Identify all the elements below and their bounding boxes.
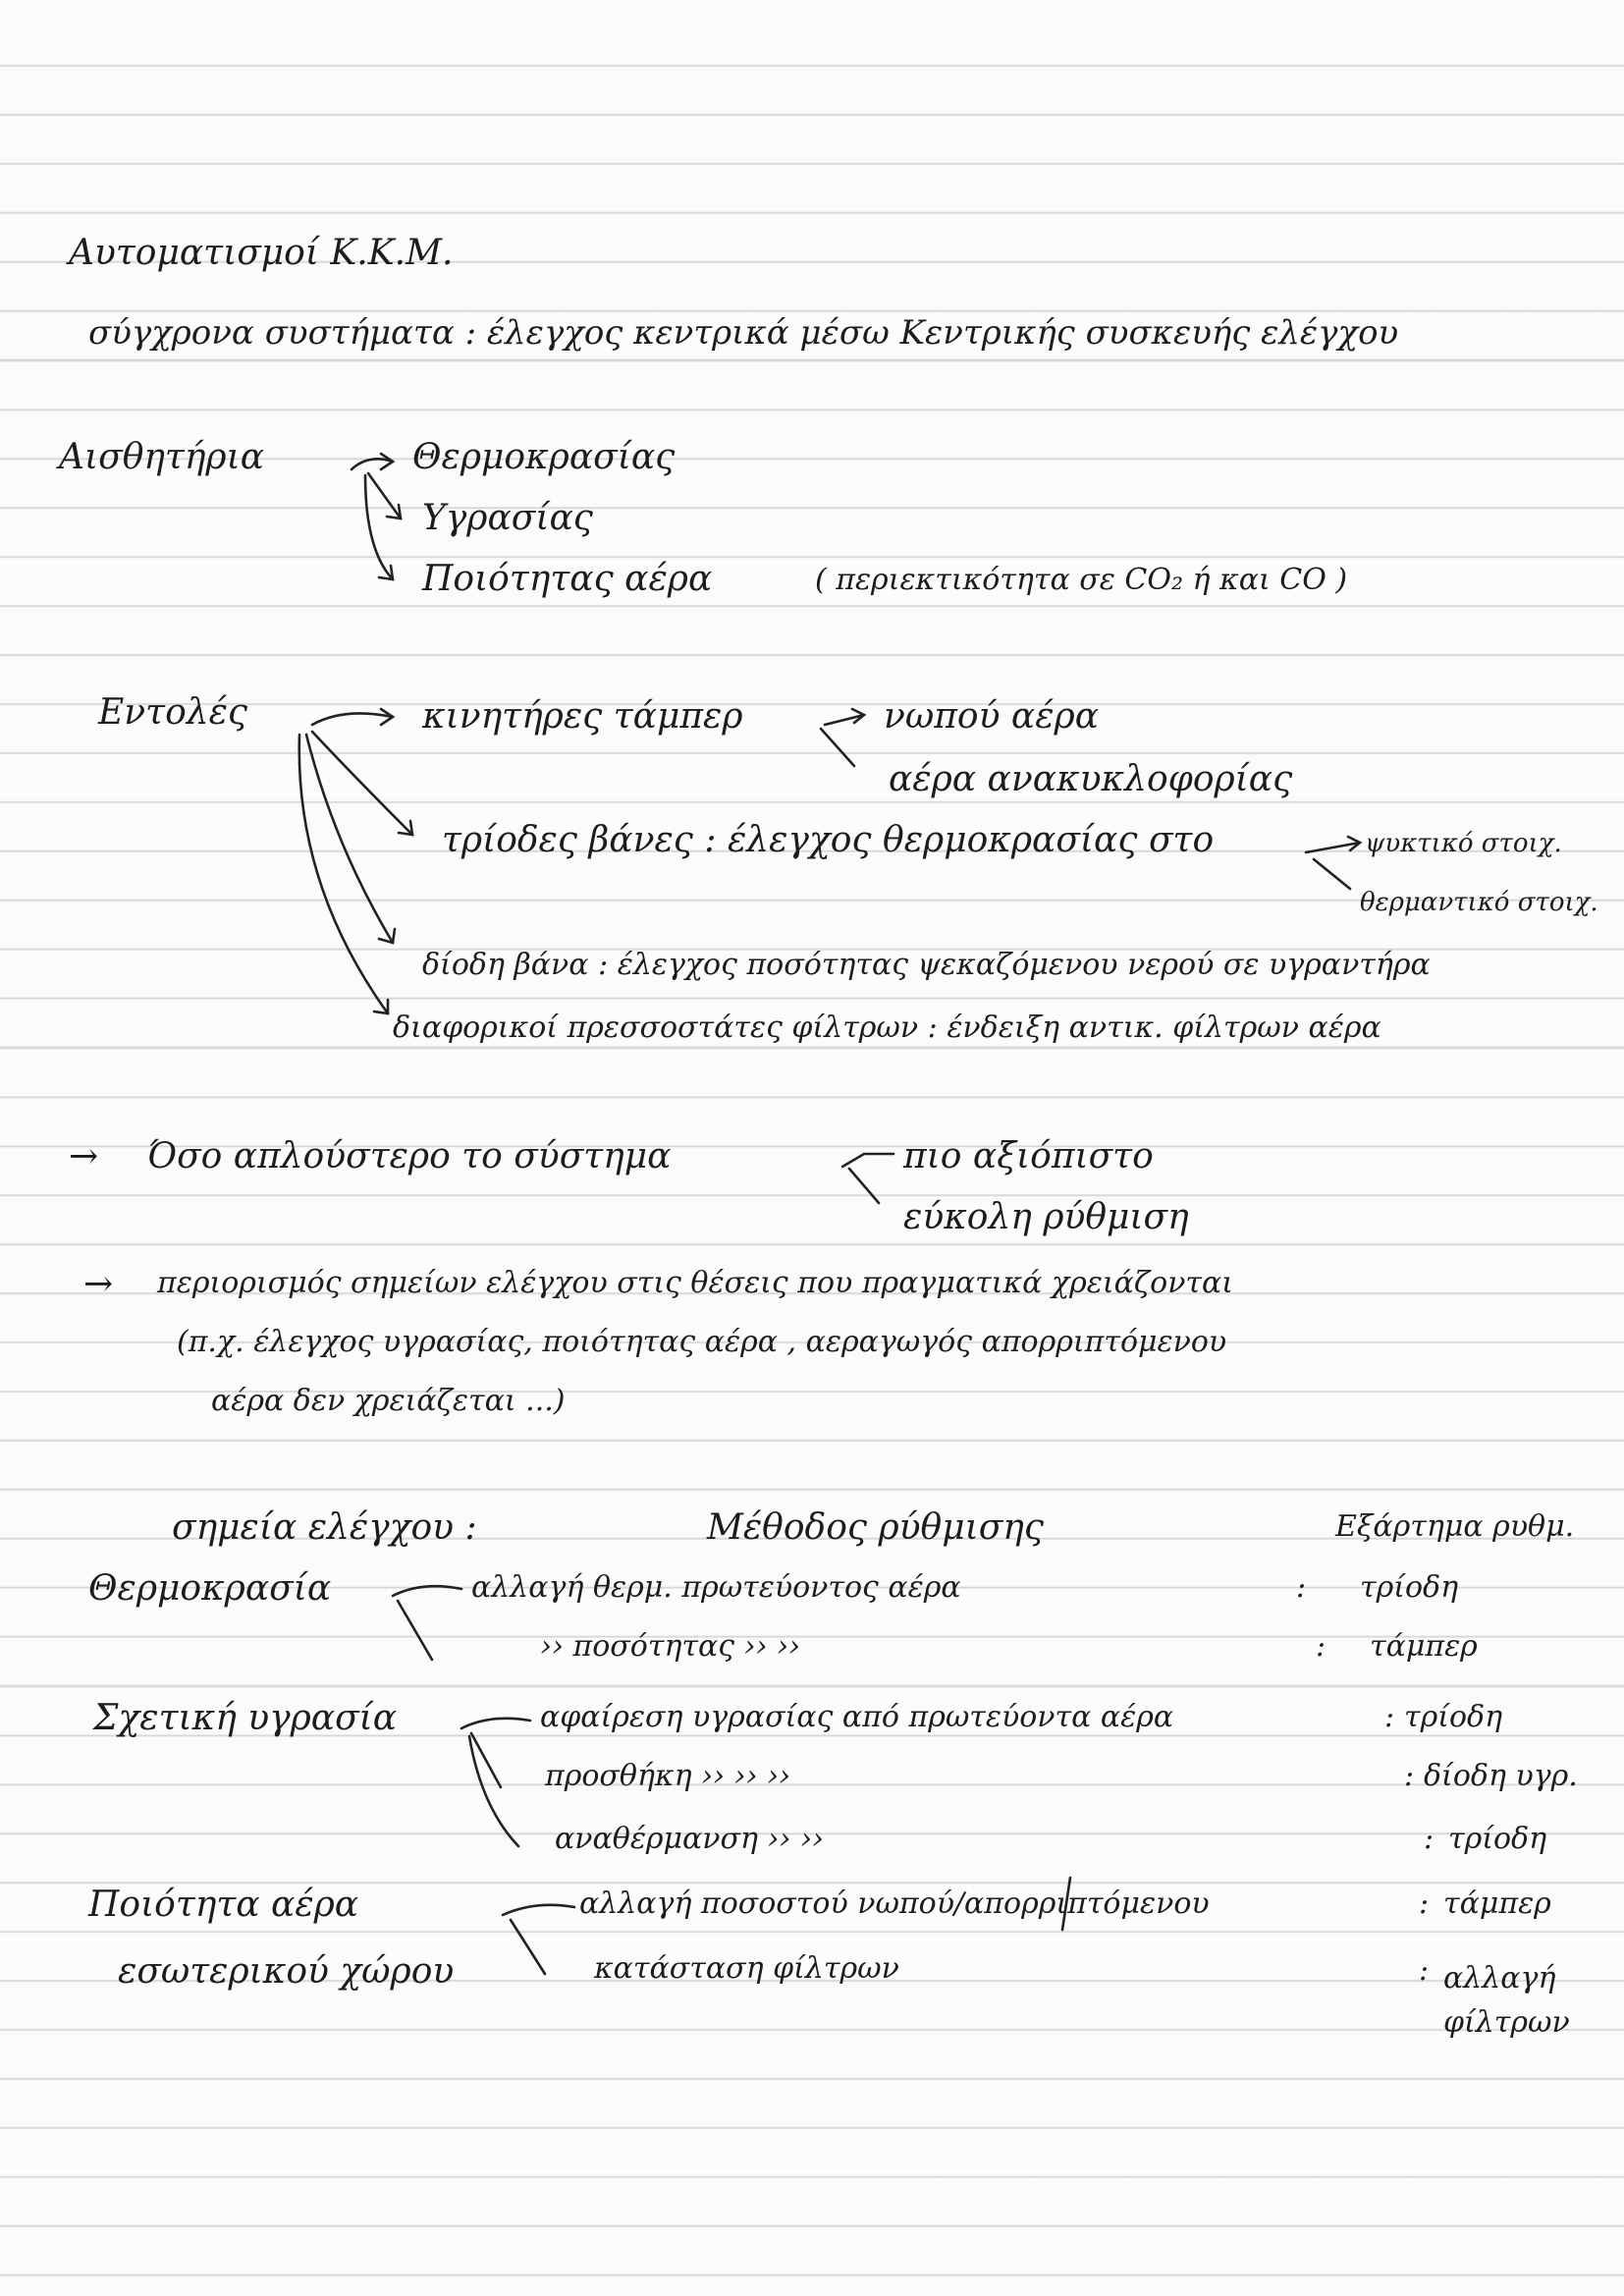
sensor-item-air-quality: Ποιότητας αέρα	[422, 559, 713, 599]
simpler-result-easy-tuning: εύκολη ρύθμιση	[903, 1197, 1189, 1237]
hum-sep-2: :	[1404, 1759, 1415, 1793]
arrow-hum-3	[469, 1736, 518, 1846]
arrow-right-icon: →	[69, 1136, 99, 1176]
aq-method-1: αλλαγή ποσοστού νωπού/απορριπτόμενου	[579, 1886, 1210, 1921]
aq-sep-1: :	[1419, 1886, 1430, 1921]
hum-device-3: τρίοδη	[1448, 1822, 1547, 1856]
arrow-hum-1	[461, 1719, 530, 1728]
arrow-commands-1	[312, 713, 393, 725]
temp-device-1: τρίοδη	[1360, 1570, 1459, 1605]
command-motors: κινητήρες τάμπερ	[422, 696, 743, 737]
commands-label: Εντολές	[98, 692, 248, 733]
aq-sep-2: :	[1419, 1953, 1430, 1988]
arrow-commands-3-head	[379, 929, 395, 943]
header-control-points: σημεία ελέγχου :	[172, 1507, 477, 1548]
sensor-item-temperature: Θερμοκρασίας	[412, 437, 676, 477]
limit-line-1: περιορισμός σημείων ελέγχου στις θέσεις που πραγματικά χρειάζονται	[157, 1266, 1234, 1300]
arrow-sensors-1	[352, 459, 393, 469]
hum-method-2: προσθήκη ›› ›› ››	[545, 1759, 791, 1793]
hum-device-1: τρίοδη	[1404, 1700, 1503, 1734]
command-three-way: τρίοδες βάνες : έλεγχος θερμοκρασίας στο	[442, 820, 1215, 860]
air-quality-note: ( περιεκτικότητα σε CO₂ ή και CO )	[815, 563, 1348, 597]
arrow-simpler-2	[849, 1169, 879, 1203]
arrow-temp-2	[398, 1601, 432, 1660]
arrow-sensors-2-head	[387, 505, 401, 519]
row-label-air-quality: Ποιότητα αέρα	[88, 1885, 359, 1925]
hum-method-1: αφαίρεση υγρασίας από πρωτεύοντα αέρα	[540, 1700, 1174, 1734]
three-way-target-cooling: ψυκτικό στοιχ.	[1365, 829, 1562, 858]
arrow-commands-3	[306, 735, 393, 943]
header-device: Εξάρτημα ρυθμ.	[1335, 1509, 1575, 1544]
arrow-commands-1-head	[381, 709, 393, 725]
arrow-sensors-3-head	[379, 566, 393, 579]
arrow-sensors-2	[368, 473, 401, 519]
arrow-sensors-1-head	[381, 454, 393, 469]
temp-sep-2: :	[1316, 1629, 1326, 1664]
arrow-commands-4	[299, 735, 388, 1013]
arrow-motor-1	[825, 715, 864, 725]
simpler-text: Όσο απλούστερο το σύστημα	[147, 1136, 672, 1176]
hum-method-3: αναθέρμανση ›› ››	[555, 1822, 825, 1856]
arrow-3way-1-head	[1348, 837, 1360, 850]
aq-device-1: τάμπερ	[1443, 1886, 1551, 1921]
limit-line-2: (π.χ. έλεγχος υγρασίας, ποιότητας αέρα , αεραγωγός απορριπτόμενου	[177, 1325, 1227, 1359]
row-label-temperature: Θερμοκρασία	[88, 1568, 332, 1609]
row-label-indoor-space: εσωτερικού χώρου	[118, 1951, 455, 1992]
page-title: Αυτοματισμοί Κ.Κ.Μ.	[69, 233, 454, 273]
arrow-motor-2	[821, 729, 854, 766]
hum-device-2: δίοδη υγρ.	[1424, 1759, 1578, 1793]
temp-method-1: αλλαγή θερμ. πρωτεύοντος αέρα	[471, 1570, 961, 1605]
temp-device-2: τάμπερ	[1370, 1629, 1478, 1664]
hum-sep-1: :	[1384, 1700, 1395, 1734]
arrow-3way-2	[1314, 859, 1350, 889]
arrow-simpler-1	[842, 1154, 893, 1167]
arrow-temp-1	[393, 1586, 461, 1596]
command-diff-pressure: διαφορικοί πρεσσοστάτες φίλτρων : ένδειξη αντικ. φίλτρων αέρα	[393, 1011, 1381, 1045]
command-two-way: δίοδη βάνα : έλεγχος ποσότητας ψεκαζόμενου νερού σε υγραντήρα	[422, 948, 1431, 982]
arrow-3way-1	[1306, 843, 1360, 852]
arrow-commands-2	[312, 732, 412, 835]
motor-target-fresh-air: νωπού αέρα	[884, 696, 1100, 737]
arrow-aq-2	[511, 1920, 545, 1974]
aq-device-2: αλλαγή φίλτρων	[1443, 1961, 1570, 2040]
header-method: Μέθοδος ρύθμισης	[707, 1507, 1045, 1548]
temp-method-2: ›› ποσότητας ›› ››	[540, 1629, 801, 1664]
sensor-item-humidity: Υγρασίας	[422, 498, 593, 538]
three-way-target-heating: θερμαντικό στοιχ.	[1360, 888, 1598, 917]
hum-sep-3: :	[1424, 1822, 1435, 1856]
arrow-sensors-3	[365, 475, 393, 579]
motor-target-recirculation: αέρα ανακυκλοφορίας	[889, 759, 1293, 799]
row-label-humidity: Σχετική υγρασία	[93, 1698, 398, 1738]
arrow-commands-4-head	[374, 1000, 388, 1013]
intro-line: σύγχρονα συστήματα : έλεγχος κεντρικά μέσω Κεντρικής συσκευής ελέγχου	[88, 313, 1399, 353]
arrow-hum-2	[471, 1733, 501, 1787]
sensors-label: Αισθητήρια	[59, 437, 265, 477]
temp-sep-1: :	[1296, 1570, 1307, 1605]
arrow-motor-1-head	[852, 709, 864, 723]
limit-line-3: αέρα δεν χρειάζεται ...)	[211, 1384, 566, 1418]
arrow-right-icon: →	[83, 1264, 114, 1304]
aq-method-2: κατάσταση φίλτρων	[594, 1951, 899, 1986]
arrow-aq-1	[503, 1905, 574, 1915]
simpler-result-reliable: πιο αξιόπιστο	[903, 1136, 1154, 1176]
arrow-commands-2-head	[399, 821, 412, 835]
